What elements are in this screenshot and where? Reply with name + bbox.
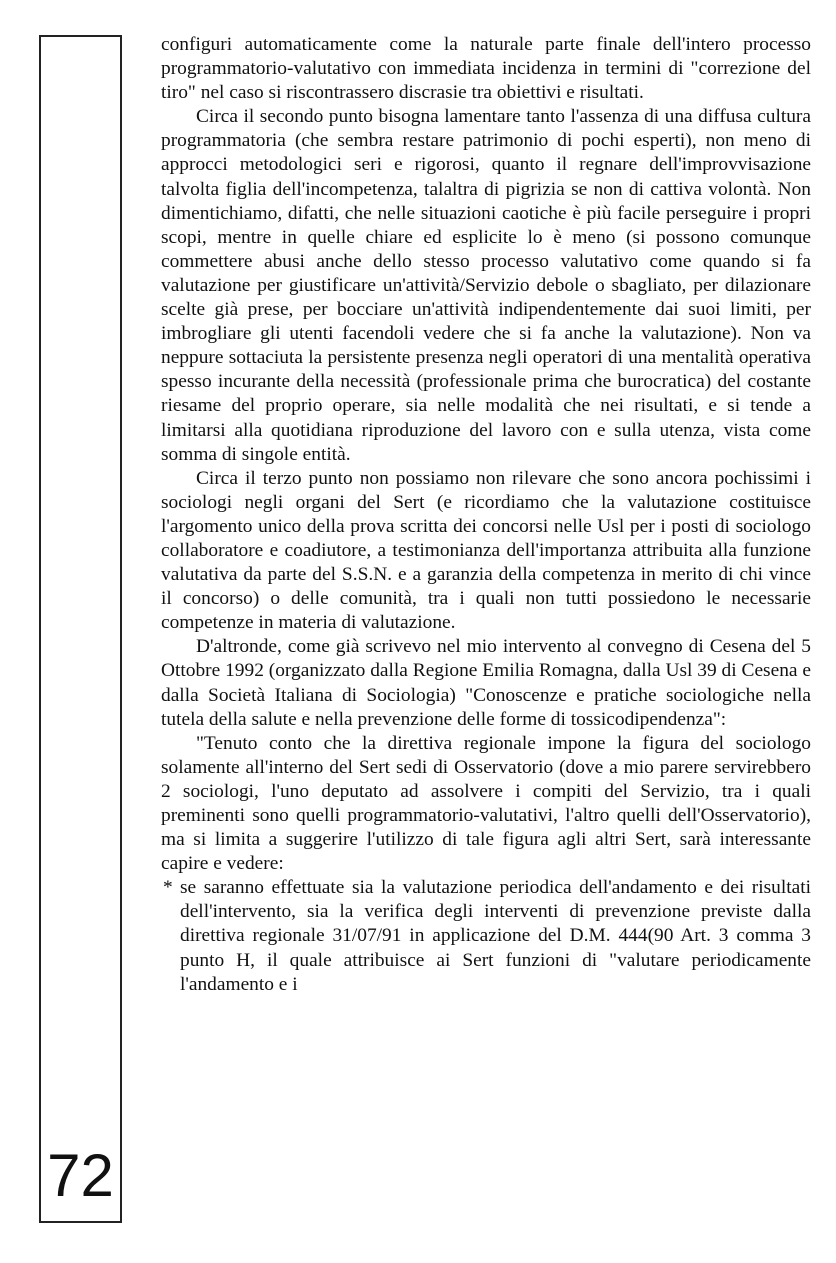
- bullet-asterisk: *: [163, 877, 173, 899]
- paragraph-cesena-conference: D'altronde, come già scrivevo nel mio intervento al convegno di Cesena del 5 Ottobre 1992 (organizzato dalla Regione Emilia Romagna, dalla Usl 39 di Cesena e dalla Società Italiana di Sociologia) "Conoscenze e pratiche sociologiche nella tutela della salute e nella prevenzione delle forme di tossicodipendenza":: [161, 636, 811, 730]
- paragraph-quotation: "Tenuto conto che la direttiva regionale impone la figura del sociologo solamente all'interno del Sert sedi di Osservatorio (dove a mio parere servirebbero 2 sociologi, l'uno deputato ad assolvere i compiti del Servizio, tra i quali preminenti sono quelli programmatorio-valutativi, l'altro quelli dell'Osservatorio), ma si limita a suggerire l'utilizzo di tale figura agli altri Sert, sarà interessante capire e vedere:: [161, 732, 811, 875]
- paragraph-second-point: Circa il secondo punto bisogna lamentare tanto l'assenza di una diffusa cultura programmatoria (che sembra restare patrimonio di pochi esperti), non meno di approcci metodologici seri e rigorosi, quanto il regnare dell'improvvisazione talvolta figlia dell'incompetenza, talaltra di pigrizia se non di cattiva volontà. Non dimentichiamo, difatti, che nelle situazioni caotiche è più facile perseguire i propri scopi, mentre in quelle chiare ed esplicite lo è meno (si possono comunque commettere abusi anche dello stesso processo valutativo come quando si fa valutazione per giustificare un'attività/Servizio debole o sbagliato, per dilazionare scelte già prese, per bocciare un'attività indipendentemente dai suoi limiti, per imbrogliare gli utenti facendoli vedere che si fa anche la valutazione). Non va neppure sottaciuta la persistente presenza negli operatori di una mentalità operativa spesso incurante della necessità (professionale prima che burocratica) del costante riesame del proprio operare, sia nelle modalità che nei risultati, e si tende a limitarsi alla quotidiana riproduzione del lavoro con e sulla utenza, vista come somma di singole entità.: [161, 106, 811, 465]
- page-number-frame: [39, 35, 122, 1223]
- page-number: 72: [47, 1142, 114, 1209]
- bullet-item: [161, 876, 811, 996]
- paragraph-third-point: Circa il terzo punto non possiamo non rilevare che sono ancora pochissimi i sociologi negli organi del Sert (e ricordiamo che la valutazione costituisce l'argomento unico della prova scritta dei concorsi nelle Usl per i posti di sociologo collaboratore e coadiutore, a testimonianza dell'importanza attribuita alla funzione valutativa da parte del S.S.N. e a garanzia della competenza in merito di chi vince il concorso) o delle comunità, tra i quali non tutti possiedono le necessarie competenze in materia di valutazione.: [161, 467, 811, 634]
- bullet-text: se saranno effettuate sia la valutazione periodica dell'andamento e dei risultati dell'intervento, sia la verifica degli interventi di prevenzione previste dalla direttiva regionale 31/07/91 in applicazione del D.M. 444(90 Art. 3 comma 3 punto H, il quale attribuisce ai Sert funzioni di "valutare periodicamente l'andamento e i: [180, 877, 811, 995]
- paragraph-continuation: configuri automaticamente come la naturale parte finale dell'intero processo programmatorio-valutativo con immediata incidenza in termini di "correzione del tiro" nel caso si riscontrassero discrasie tra obiettivi e risultati.: [161, 34, 811, 104]
- body-text: [161, 33, 811, 997]
